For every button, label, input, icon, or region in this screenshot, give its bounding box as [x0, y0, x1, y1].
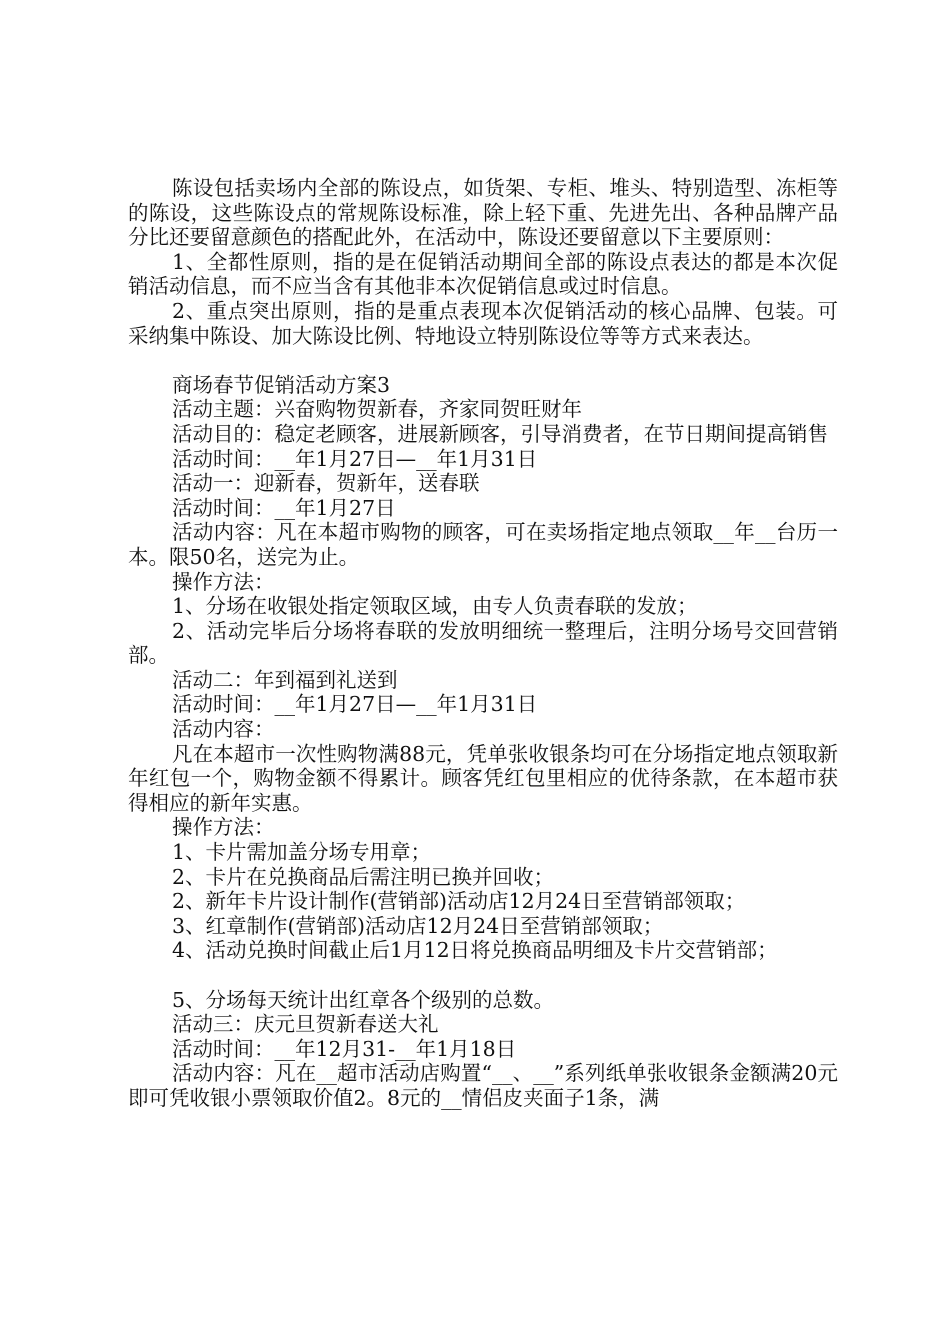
paragraph-display-intro: 陈设包括卖场内全部的陈设点，如货架、专柜、堆头、特别造型、冻柜等的陈设，这些陈设点的常规陈设标准，除上轻下重、先进先出、各种品牌产品分比还要留意颜色的搭配此外，在活动中，陈设还要留意以下主要原则：: [128, 176, 838, 250]
paragraph-card-5: 4、活动兑换时间截止后1月12日将兑换商品明细及卡片交营销部；: [172, 938, 778, 963]
paragraph-activity-3-content: 活动内容：凡在__超市活动店购置“__、__”系列纸单张收银条金额满20元即可凭收银小票领取价值2。8元的__情侣皮夹面子1条，满: [128, 1061, 838, 1110]
paragraph-activity-2-time: 活动时间：__年1月27日—__年1月31日: [172, 692, 538, 717]
paragraph-principle-1: 1、全都性原则，指的是在促销活动期间全部的陈设点表达的都是本次促销活动信息，而不应当含有其他非本次促销信息或过时信息。: [128, 249, 838, 299]
blank-line-2: [128, 963, 838, 988]
paragraph-card-3: 2、新年卡片设计制作(营销部)活动店12月24日至营销部领取；: [172, 889, 746, 914]
paragraph-activity-2-content-label: 活动内容：: [172, 717, 275, 742]
blank-line: [128, 348, 838, 373]
paragraph-method-heading-2: 操作方法：: [172, 815, 275, 840]
document-body: [128, 176, 838, 1111]
paragraph-principle-2: 2、重点突出原则，指的是重点表现本次促销活动的核心品牌、包装。可采纳集中陈设、加大陈设比例、特地设立特别陈设位等等方式来表达。: [128, 298, 838, 348]
paragraph-time: 活动时间：__年1月27日—__年1月31日: [172, 446, 538, 471]
paragraph-activity-3: 活动三：庆元旦贺新春送大礼: [172, 1012, 439, 1037]
paragraph-activity-1-time: 活动时间：__年1月27日: [172, 495, 396, 520]
paragraph-activity-2-content: 凡在本超市一次性购物满88元，凭单张收银条均可在分场指定地点领取新年红包一个，购物金额不得累计。顾客凭红包里相应的优待条款，在本超市获得相应的新年实惠。: [128, 741, 838, 815]
paragraph-theme: 活动主题：兴奋购物贺新春，齐家同贺旺财年: [172, 397, 582, 422]
section-title: 商场春节促销活动方案3: [172, 372, 391, 397]
paragraph-activity-3-time: 活动时间：__年12月31-__年1月18日: [172, 1036, 517, 1061]
paragraph-activity-2: 活动二：年到福到礼送到: [172, 667, 398, 692]
paragraph-method-heading: 操作方法：: [172, 569, 275, 594]
paragraph-activity-1-content: 活动内容：凡在本超市购物的顾客，可在卖场指定地点领取__年__台历一本。限50名，送完为止。: [128, 520, 838, 569]
paragraph-purpose: 活动目的：稳定老顾客，进展新顾客，引导消费者，在节日期间提高销售: [172, 421, 828, 446]
paragraph-card-1: 1、卡片需加盖分场专用章；: [172, 840, 432, 865]
paragraph-activity-1: 活动一：迎新春，贺新年，送春联: [172, 471, 480, 496]
paragraph-method-2: 2、活动完毕后分场将春联的发放明细统一整理后，注明分场号交回营销部。: [128, 618, 838, 668]
paragraph-card-2: 2、卡片在兑换商品后需注明已换并回收；: [172, 864, 555, 889]
paragraph-card-4: 3、红章制作(营销部)活动店12月24日至营销部领取；: [172, 913, 664, 938]
paragraph-method-1: 1、分场在收银处指定领取区域，由专人负责春联的发放；: [172, 594, 698, 619]
paragraph-card-6: 5、分场每天统计出红章各个级别的总数。: [172, 987, 555, 1012]
